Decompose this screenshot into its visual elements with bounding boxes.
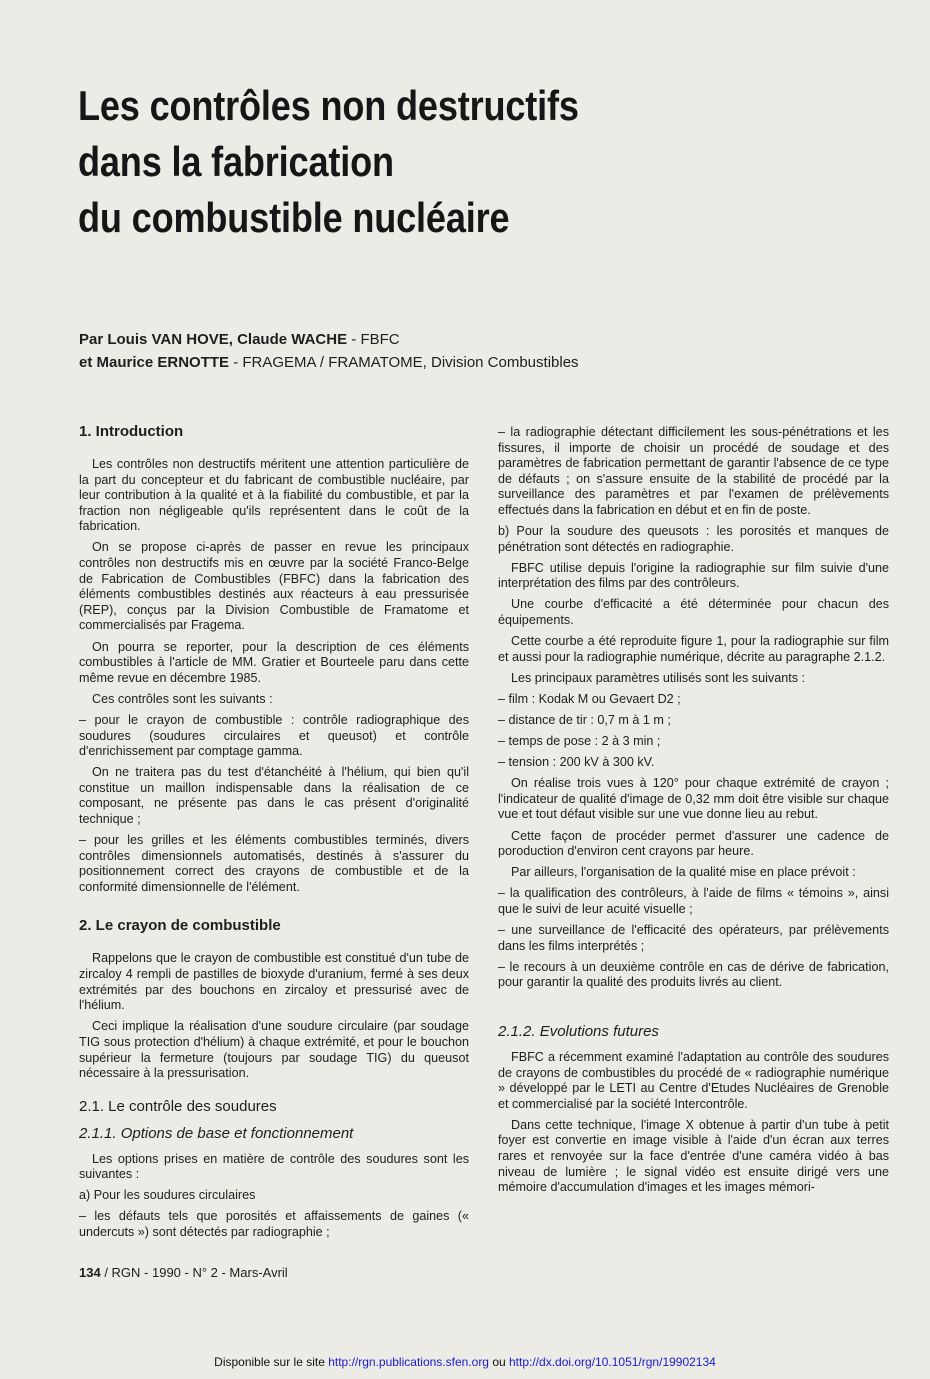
list-item: – une surveillance de l'efficacité des opérateurs, par prélèvements dans les films interprétés ; (498, 923, 889, 953)
paragraph: On pourra se reporter, pour la description de ces éléments combustibles à l'article de MM. Gratier et Bourteele paru dans cette même revue en décembre 1985. (79, 639, 469, 685)
title-line-2: dans la fabrication (78, 138, 394, 185)
paragraph: Une courbe d'efficacité a été déterminée pour chacun des équipements. (498, 597, 889, 628)
authors-org-2: - FRAGEMA / FRAMATOME, Division Combustibles (229, 354, 579, 371)
paragraph: On se propose ci-après de passer en revue les principaux contrôles non destructifs mis en œuvre par la société Franco-Belge de Fabrication de Combustibles (FBFC) dans la fabrication des éléments combustibles destinés aux réacteurs à eau pressurisée (REP), conçus par la Division Combustible de Framatome et commercialisés par Fragema. (79, 540, 469, 633)
authors-org-1: - FBFC (347, 331, 400, 348)
publication-site-link[interactable]: http://rgn.publications.sfen.org (328, 1355, 489, 1369)
paragraph: Cette courbe a été reproduite figure 1, pour la radiographie sur film et aussi pour la radiographie numérique, décrite au paragraphe 2.1.2. (498, 634, 889, 664)
list-item: – les défauts tels que porosités et affaissements de gaines (« undercuts ») sont détectés par radiographie ; (79, 1209, 469, 1240)
authors-line-2 (79, 351, 579, 374)
paragraph: FBFC a récemment examiné l'adaptation au contrôle des soudures de crayons de combustibles du procédé de « radiographie numérique » développé par le LETI au Centre d'Etudes Nucléaires de Grenoble et commercialisé par la société Intercontrôle. (498, 1049, 889, 1111)
paragraph: Les principaux paramètres utilisés sont les suivants : (511, 670, 805, 685)
list-item: – la qualification des contrôleurs, à l'aide de films « témoins », ainsi que le suivi de leur acuité visuelle ; (498, 886, 889, 916)
subsubsection-heading-options: 2.1.1. Options de base et fonctionnement (79, 1124, 354, 1142)
paragraph: Dans cette technique, l'image X obtenue à partir d'un tube à petit foyer est convertie en image visible à l'aide d'un écran aux terres rares et renvoyée sur la face d'entrée d'une caméra vidéo à bas niveau de lumière ; le signal vidéo est ensuite dirigé vers une mémoire d'accumulation d'images et les images mémori- (498, 1117, 889, 1195)
availability-prefix: Disponible sur le site (214, 1355, 329, 1369)
authors-line-1 (79, 328, 579, 351)
section-heading-introduction: 1. Introduction (79, 423, 184, 440)
list-item: – le recours à un deuxième contrôle en cas de dérive de fabrication, pour garantir la qualité des produits livrés au client. (498, 959, 889, 990)
left-column (79, 423, 469, 1246)
list-item: – tension : 200 kV à 300 kV. (498, 755, 655, 770)
authors-block (79, 328, 579, 374)
list-item: a) Pour les soudures circulaires (79, 1188, 256, 1203)
list-item: – la radiographie détectant difficilement les sous-pénétrations et les fissures, il importe de choisir un procédé de soudage et des paramètres de fabrication permettant de garantir l'absence de ce type de défauts ; on s'assure ensuite de la stabilité de procédé par la surveillance des paramètres et par l'examen de prélèvements effectués dans la fabrication en début et en fin de poste. (498, 425, 889, 517)
paragraph: Ceci implique la réalisation d'une soudure circulaire (par soudage TIG sous protection d'hélium) à chaque extrémité, et pour le bouchon supérieur la fermeture (toujours par soudage TIG) du queusot nécessaire à la pressurisation. (79, 1019, 469, 1081)
section-heading-crayon: 2. Le crayon de combustible (79, 917, 281, 935)
journal-citation: / RGN - 1990 - N° 2 - Mars-Avril (100, 1265, 288, 1280)
article-title (78, 78, 766, 246)
subsection-heading-soudures: 2.1. Le contrôle des soudures (79, 1097, 277, 1115)
paragraph: FBFC utilise depuis l'origine la radiographie sur film suivie d'une interprétation des films par des contrôleurs. (498, 560, 889, 591)
title-line-1: Les contrôles non destructifs (78, 82, 579, 129)
paragraph: Les options prises en matière de contrôle des soudures sont les suivantes : (79, 1151, 469, 1182)
subsubsection-heading-evolutions: 2.1.2. Evolutions futures (498, 1022, 659, 1040)
list-item: – pour le crayon de combustible : contrôle radiographique des soudures (soudures circulaires et queusot) et contrôle d'enrichissement par comptage gamma. (79, 712, 469, 759)
page-number: 134 (79, 1265, 101, 1280)
availability-notice (0, 1355, 930, 1369)
title-line-3: du combustible nucléaire (78, 194, 510, 241)
page-footer (79, 1265, 288, 1281)
paragraph: Ces contrôles sont les suivants : (92, 691, 273, 706)
list-item: b) Pour la soudure des queusots : les porosités et manques de pénétration sont détectés en radiographie. (498, 524, 889, 554)
paragraph: Cette façon de procéder permet d'assurer une cadence de poroduction d'environ cent crayons par heure. (498, 828, 889, 859)
paragraph: On réalise trois vues à 120° pour chaque extrémité de crayon ; l'indicateur de qualité d'image de 0,32 mm doit être visible sur chaque vue et tout défaut visible sur une vue donne lieu au rebut. (498, 776, 889, 822)
paragraph: Rappelons que le crayon de combustible est constitué d'un tube de zircaloy 4 rempli de pastilles de bioxyde d'uranium, fermé à ses deux extrémités par des bouchons en zircaloy et pressurisé avec de l'hélium. (79, 951, 469, 1013)
list-item: – film : Kodak M ou Gevaert D2 ; (498, 691, 681, 706)
authors-names-1: Par Louis VAN HOVE, Claude WACHE (79, 331, 348, 348)
paragraph: Par ailleurs, l'organisation de la qualité mise en place prévoit : (511, 865, 856, 880)
availability-middle: ou (488, 1355, 509, 1369)
list-item: – distance de tir : 0,7 m à 1 m ; (498, 713, 671, 727)
right-column (498, 425, 889, 1201)
authors-names-2: et Maurice ERNOTTE (79, 354, 230, 371)
list-item: – temps de pose : 2 à 3 min ; (498, 734, 661, 749)
doi-link[interactable]: http://dx.doi.org/10.1051/rgn/19902134 (509, 1355, 716, 1369)
list-item: – pour les grilles et les éléments combustibles terminés, divers contrôles dimensionnels automatisés, destinés à s'assurer du positionnement correct des crayons de combustible et de la conformité dimensionnelle de l'élément. (79, 833, 469, 894)
paragraph: On ne traitera pas du test d'étanchéité à l'hélium, qui bien qu'il constitue un maillon indispensable dans la réalisation de ce composant, ne présente pas dans le cas présent d'originalité technique ; (79, 765, 469, 826)
paragraph: Les contrôles non destructifs méritent une attention particulière de la part du concepteur et du fabricant de combustible nucléaire, par leur contribution à la qualité et à la fiabilité du combustible, et par la fraction non négligeable qu'ils représentent dans le coût de la fabrication. (79, 457, 469, 534)
